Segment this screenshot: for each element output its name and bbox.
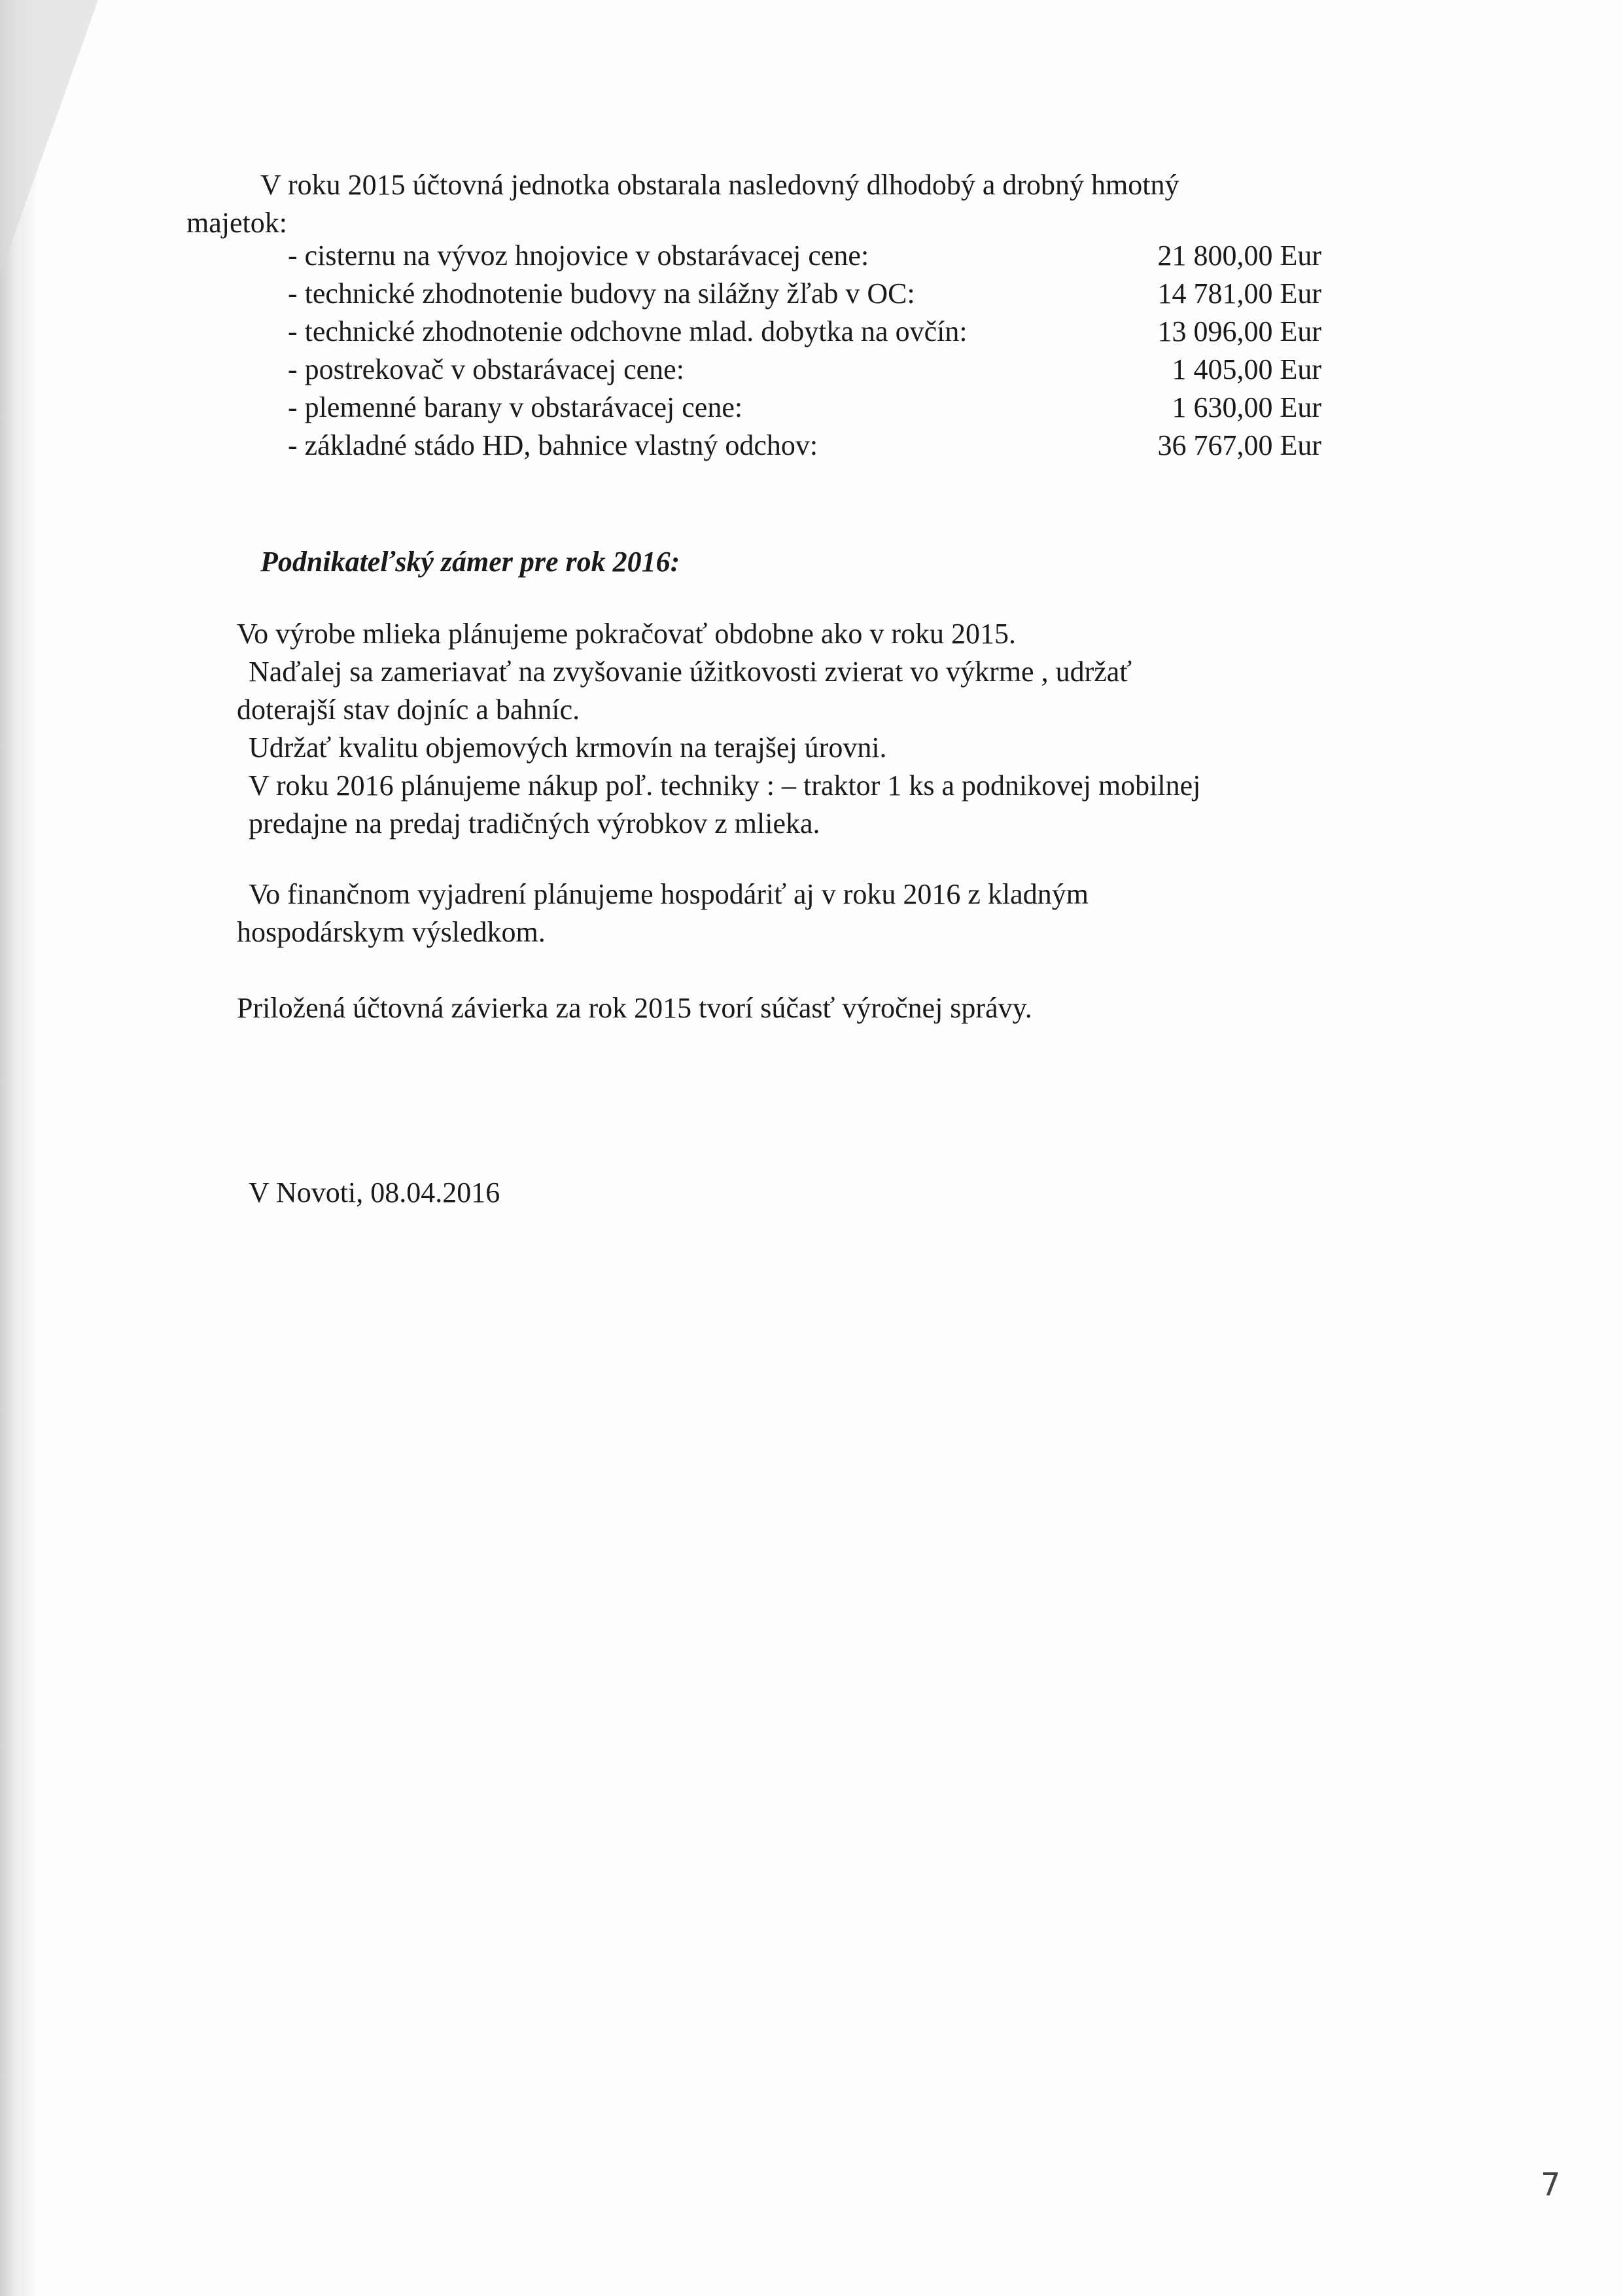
asset-value: 21 800,00 Eur [1157,239,1321,272]
place-and-date: V Novoti, 08.04.2016 [249,1176,500,1209]
asset-row [288,313,1321,351]
plan-line: Udržať kvalitu objemových krmovín na terajšej úrovni. [249,732,887,764]
asset-list [288,237,1321,465]
asset-label: - postrekovač v obstarávacej cene: [288,353,684,385]
asset-label: - cisternu na vývoz hnojovice v obstarávacej cene: [288,239,869,272]
finance-line: hospodárskym výsledkom. [237,916,546,948]
finance-line: Vo finančnom vyjadrení plánujeme hospodáriť aj v roku 2016 z kladným [249,878,1089,910]
asset-value: 1 630,00 Eur [1172,391,1321,423]
asset-value: 14 781,00 Eur [1157,277,1321,309]
asset-row [288,275,1321,313]
asset-row [288,427,1321,465]
asset-row [288,389,1321,427]
intro-line-2: majetok: [186,207,287,239]
intro-line-1: V roku 2015 účtovná jednotka obstarala nasledovný dlhodobý a drobný hmotný [260,169,1179,201]
plan-line: predajne na predaj tradičných výrobkov z mlieka. [249,807,820,839]
plan-line: Naďalej sa zameriavať na zvyšovanie úžitkovosti zvierat vo výkrme , udržať [249,656,1132,688]
plan-line: doterajší stav dojníc a bahníc. [237,694,580,726]
plan-heading: Podnikateľský zámer pre rok 2016: [260,546,680,578]
asset-label: - technické zhodnotenie budovy na silážny žľab v OC: [288,277,915,309]
asset-row [288,237,1321,275]
handwritten-page-number: 7 [1541,2166,1561,2203]
asset-label: - základné stádo HD, bahnice vlastný odchov: [288,429,818,461]
asset-label: - technické zhodnotenie odchovne mlad. dobytka na ovčín: [288,315,968,347]
asset-value: 13 096,00 Eur [1157,315,1321,347]
asset-value: 36 767,00 Eur [1157,429,1321,461]
plan-line: Vo výrobe mlieka plánujeme pokračovať obdobne ako v roku 2015. [237,618,1017,650]
asset-value: 1 405,00 Eur [1172,353,1321,385]
asset-row [288,351,1321,389]
attachment-note: Priložená účtovná závierka za rok 2015 tvorí súčasť výročnej správy. [237,992,1032,1024]
asset-label: - plemenné barany v obstarávacej cene: [288,391,743,423]
plan-line: V roku 2016 plánujeme nákup poľ. techniky : – traktor 1 ks a podnikovej mobilnej [249,769,1201,802]
